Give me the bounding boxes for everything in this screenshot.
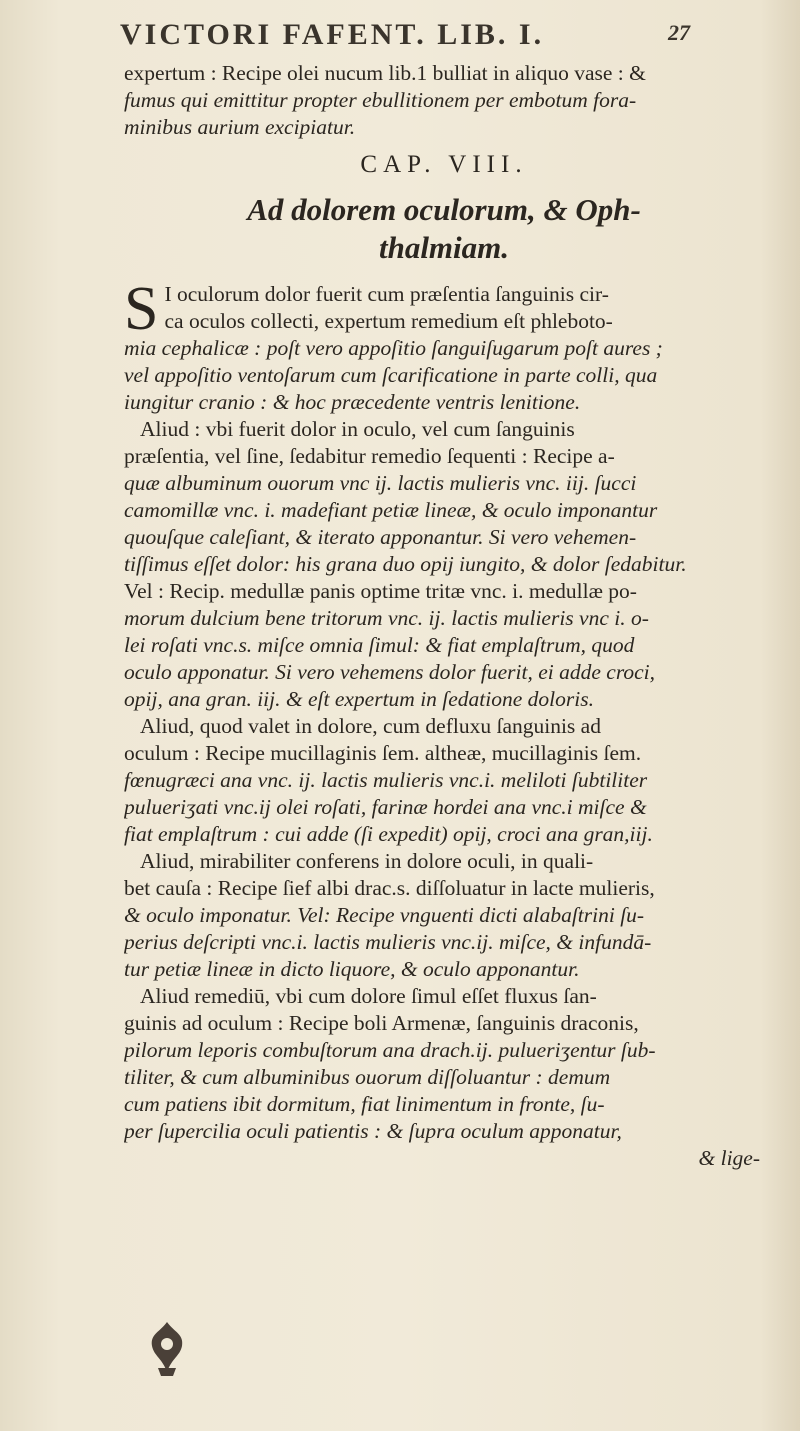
text-line: quæ albuminum ouorum vnc ij. lactis mulieris vnc. iij. ſucci: [124, 471, 637, 495]
text-line: oculum : Recipe mucillaginis ſem. altheæ, mucillaginis ſem.: [124, 741, 642, 765]
intro-paragraph: [124, 60, 764, 141]
text-line: expertum : Recipe olei nucum lib.1 bulliat in aliquo vase : &: [124, 61, 646, 85]
text-line: minibus aurium excipiatur.: [124, 115, 356, 139]
text-line: I oculorum dolor fuerit cum præſentia ſanguinis cir-: [164, 282, 609, 306]
text-line: oculo apponatur. Si vero vehemens dolor fuerit, ei adde croci,: [124, 660, 656, 684]
text-line: Aliud, quod valet in dolore, cum defluxu ſanguinis ad: [140, 714, 601, 738]
drop-cap: S: [124, 275, 159, 343]
catchword: & lige-: [698, 1146, 760, 1170]
chapter-title-line-1: Ad dolorem oculorum, & Oph-: [247, 192, 641, 227]
text-line: camomillæ vnc. i. madefiant petiæ lineæ, & oculo imponantur: [124, 498, 658, 522]
text-line: Aliud, mirabiliter conferens in dolore oculi, in quali-: [140, 849, 594, 873]
text-line: bet cauſa : Recipe ſief albi drac.s. diſſoluatur in lacte mulieris,: [124, 876, 655, 900]
text-line: Aliud : vbi fuerit dolor in oculo, vel cum ſanguinis: [140, 417, 575, 441]
text-line: lei roſati vnc.s. miſce omnia ſimul: & fiat emplaſtrum, quod: [124, 633, 635, 657]
text-line: Vel : Recip. medullæ panis optime tritæ vnc. i. medullæ po-: [124, 579, 637, 603]
paragraph-4: [124, 983, 764, 1145]
text-line: iungitur cranio : & hoc præcedente ventris lenitione.: [124, 390, 581, 414]
running-head-title: VICTORI FAFENT. LIB. I.: [120, 18, 545, 51]
chapter-title-line-2: thalmiam.: [378, 230, 510, 265]
text-line: perius deſcripti vnc.i. lactis mulieris vnc.ij. miſce, & infundā-: [124, 930, 652, 954]
text-line: fumus qui emittitur propter ebullitionem per embotum fora-: [124, 88, 637, 112]
page-number: 27: [668, 20, 690, 45]
text-line: opij, ana gran. iij. & eſt expertum in ſedatione doloris.: [124, 687, 594, 711]
text-line: tiſſimus eſſet dolor: his grana duo opij iungito, & dolor ſedabitur.: [124, 552, 687, 576]
running-head: [120, 18, 690, 58]
printer-ornament-icon: [140, 1318, 194, 1378]
text-line: fiat emplaſtrum : cui adde (ſi expedit) opij, croci ana gran,iij.: [124, 822, 653, 846]
paragraph-3: [124, 713, 764, 983]
text-line: morum dulcium bene tritorum vnc. ij. lactis mulieris vnc i. o-: [124, 606, 649, 630]
text-line: per ſupercilia oculi patientis : & ſupra oculum apponatur,: [124, 1119, 622, 1143]
text-line: & oculo imponatur. Vel: Recipe vnguenti dicti alabaſtrini ſu-: [124, 903, 645, 927]
text-line: guinis ad oculum : Recipe boli Armenæ, ſanguinis draconis,: [124, 1011, 639, 1035]
text-line: Aliud remediū, vbi cum dolore ſimul eſſet fluxus ſan-: [140, 984, 597, 1008]
text-line: ca oculos collecti, expertum remedium eſt phleboto-: [164, 309, 613, 333]
text-line: cum patiens ibit dormitum, fiat linimentum in fronte, ſu-: [124, 1092, 605, 1116]
chapter-label: CAP. VIII.: [360, 151, 528, 178]
text-line: tur petiæ lineæ in dicto liquore, & oculo apponantur.: [124, 957, 580, 981]
body-text: [124, 60, 764, 1172]
paragraph-1: [124, 275, 764, 416]
text-line: quouſque caleſiant, & iterato apponantur. Si vero vehemen-: [124, 525, 637, 549]
text-line: pilorum leporis combuſtorum ana drach.ij. pulueriʒentur ſub-: [124, 1038, 656, 1062]
paragraph-2: [124, 416, 764, 713]
text-line: mia cephalicæ : poſt vero appoſitio ſanguiſugarum poſt aures ;: [124, 336, 663, 360]
text-line: pulueriʒati vnc.ij olei roſati, farinæ hordei ana vnc.i miſce &: [124, 795, 647, 819]
text-line: præſentia, vel ſine, ſedabitur remedio ſequenti : Recipe a-: [124, 444, 615, 468]
text-line: fœnugræci ana vnc. ij. lactis mulieris vnc.i. meliloti ſubtiliter: [124, 768, 648, 792]
text-line: tiliter, & cum albuminibus ouorum diſſoluantur : demum: [124, 1065, 611, 1089]
text-line: vel appoſitio ventoſarum cum ſcarificatione in parte colli, qua: [124, 363, 658, 387]
